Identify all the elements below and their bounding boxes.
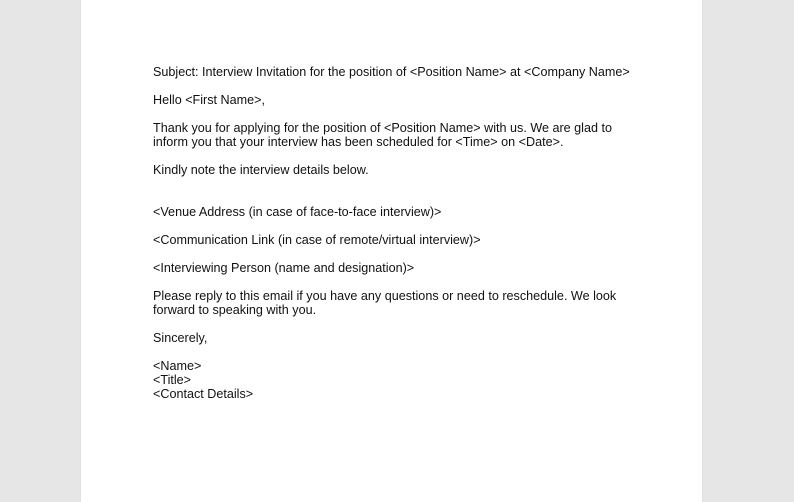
signature-name: <Name> [153,359,202,373]
signature-contact: <Contact Details> [153,387,254,401]
document-page [81,0,702,502]
intro-line-1: Thank you for applying for the position of <Position Name> with us. We are glad to [153,121,612,135]
signature-title: <Title> [153,373,192,387]
interviewer-placeholder: <Interviewing Person (name and designation)> [153,261,415,275]
link-placeholder: <Communication Link (in case of remote/virtual interview)> [153,233,481,247]
details-note: Kindly note the interview details below. [153,163,369,177]
closing-line-2: forward to speaking with you. [153,303,317,317]
greeting: Hello <First Name>, [153,93,265,107]
signoff: Sincerely, [153,331,208,345]
venue-placeholder: <Venue Address (in case of face-to-face interview)> [153,205,442,219]
subject-line: Subject: Interview Invitation for the position of <Position Name> at <Company Name> [153,65,630,79]
closing-line-1: Please reply to this email if you have any questions or need to reschedule. We look [153,289,617,303]
intro-line-2: inform you that your interview has been scheduled for <Time> on <Date>. [153,135,564,149]
letter-body [153,65,653,401]
